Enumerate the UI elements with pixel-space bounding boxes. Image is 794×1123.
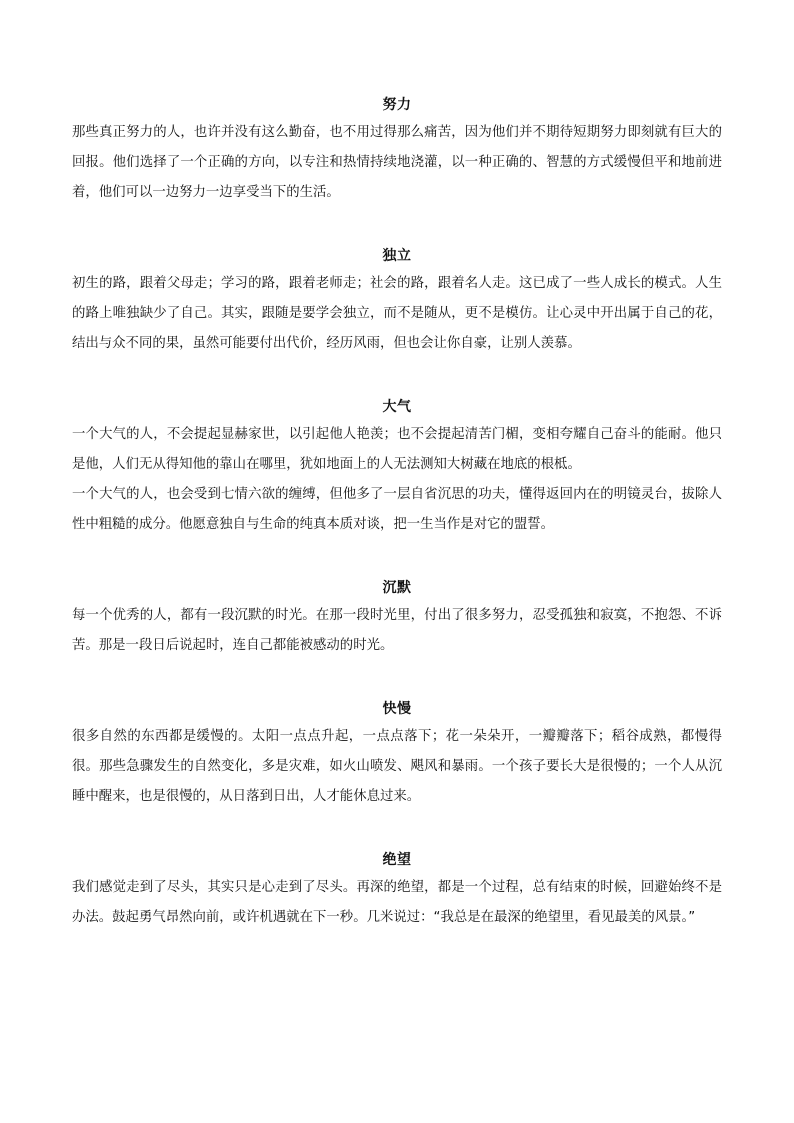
section-paragraph: 那些真正努力的人，也许并没有这么勤奋，也不用过得那么痛苦，因为他们并不期待短期努力即刻就有巨大的回报。他们选择了一个正确的方向，以专注和热情持续地浇灌，以一种正确的、智慧的方式缓慢但平和地前进着，他们可以一边努力一边享受当下的生活。	[72, 125, 722, 200]
section-paragraph: 我们感觉走到了尽头，其实只是心走到了尽头。再深的绝望，都是一个过程，总有结束的时候，回避始终不是办法。鼓起勇气昂然向前，或许机遇就在下一秒。几米说过：“我总是在最深的绝望里，看见最美的风景。”	[72, 880, 722, 925]
section-paragraph: 每一个优秀的人，都有一段沉默的时光。在那一段时光里，付出了很多努力，忍受孤独和寂寞，不抱怨、不诉苦。那是一段日后说起时，连自己都能被感动的时光。	[72, 608, 722, 653]
section-title: 沉默	[382, 580, 412, 596]
section-duli	[72, 246, 722, 359]
section-nuli	[72, 95, 722, 208]
section-paragraph: 初生的路，跟着父母走；学习的路，跟着老师走；社会的路，跟着名人走。这已成了一些人成长的模式。人生的路上唯独缺少了自己。其实，跟随是要学会独立，而不是随从，更不是模仿。让心灵中开出属于自己的花，结出与众不同的果，虽然可能要付出代价，经历风雨，但也会让你自豪，让别人羡慕。	[72, 276, 722, 351]
section-title: 努力	[382, 97, 412, 113]
section-paragraph: 很多自然的东西都是缓慢的。太阳一点点升起，一点点落下；花一朵朵开，一瓣瓣落下；稻谷成熟，都慢得很。那些急骤发生的自然变化，多是灾难，如火山喷发、飓风和暴雨。一个孩子要长大是很慢的；一个人从沉睡中醒来，也是很慢的，从日落到日出，人才能休息过来。	[72, 729, 722, 804]
section-paragraph: 一个大气的人，不会提起显赫家世，以引起他人艳羡；也不会提起清苦门楣，变相夸耀自己奋斗的能耐。他只是他，人们无从得知他的靠山在哪里，犹如地面上的人无法测知大树藏在地底的根柢。	[72, 427, 722, 472]
section-kuaiman	[72, 699, 722, 812]
section-title: 绝望	[382, 852, 412, 868]
document-page	[72, 95, 722, 971]
section-paragraph: 一个大气的人，也会受到七情六欲的缠缚，但他多了一层自省沉思的功夫，懂得返回内在的明镜灵台，拔除人性中粗糙的成分。他愿意独自与生命的纯真本质对谈，把一生当作是对它的盟誓。	[72, 487, 722, 532]
section-daqi	[72, 397, 722, 540]
section-title: 快慢	[382, 701, 412, 717]
section-juewang	[72, 850, 722, 933]
section-chenmo	[72, 578, 722, 661]
section-title: 独立	[382, 248, 412, 264]
section-title: 大气	[382, 399, 412, 415]
